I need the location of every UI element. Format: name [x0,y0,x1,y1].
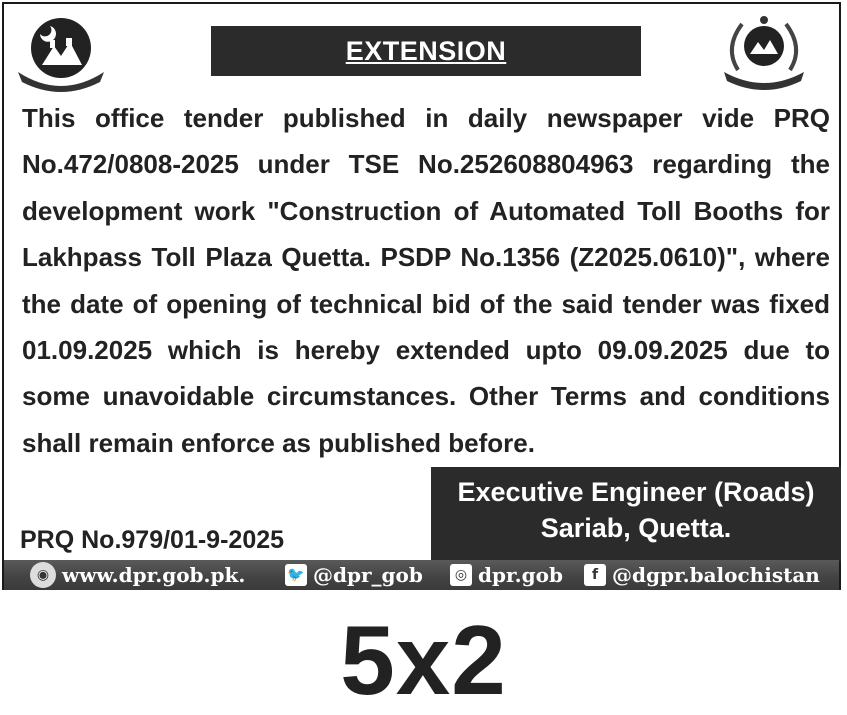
footer-website[interactable] [30,560,245,590]
signatory-location: Sariab, Quetta. [540,513,732,543]
facebook-handle[interactable]: @dgpr.balochistan [612,563,820,587]
contact-footer [4,560,839,590]
instagram-icon: ◎ [450,564,472,586]
footer-facebook[interactable] [584,560,820,590]
tender-notice [2,2,841,590]
twitter-icon: 🐦 [285,564,307,586]
footer-twitter[interactable] [285,560,423,590]
dgpr-balochistan-emblem [718,10,810,94]
prq-number: PRQ No.979/01-9-2025 [20,526,285,554]
signatory-box [431,467,841,561]
instagram-handle[interactable]: dpr.gob [478,563,563,587]
notice-title-box [211,26,641,76]
balochistan-government-emblem [14,10,108,94]
facebook-icon: f [584,564,606,586]
notice-title: EXTENSION [345,35,507,66]
website-link[interactable]: www.dpr.gob.pk. [62,563,246,587]
globe-icon: ◉ [30,562,56,588]
ad-size-label: 5x2 [340,605,507,715]
twitter-handle[interactable]: @dpr_gob [313,563,423,587]
footer-instagram[interactable] [450,560,563,590]
signatory-title: Executive Engineer (Roads) [457,477,815,507]
notice-body: This office tender published in daily newspaper vide PRQ No.472/0808-2025 under TSE No.252608804963 regarding the development work "Construction of Automated Toll Booths for Lakhpass Toll Plaza Quetta. PSDP No.1356 (Z2025.0610)", where the date of opening of technical bid of the said tender was fixed 01.09.2025 which is hereby extended upto 09.09.2025 due to some unavoidable circumstances. Other Terms and conditions shall remain enforce as published before. [22,103,830,458]
